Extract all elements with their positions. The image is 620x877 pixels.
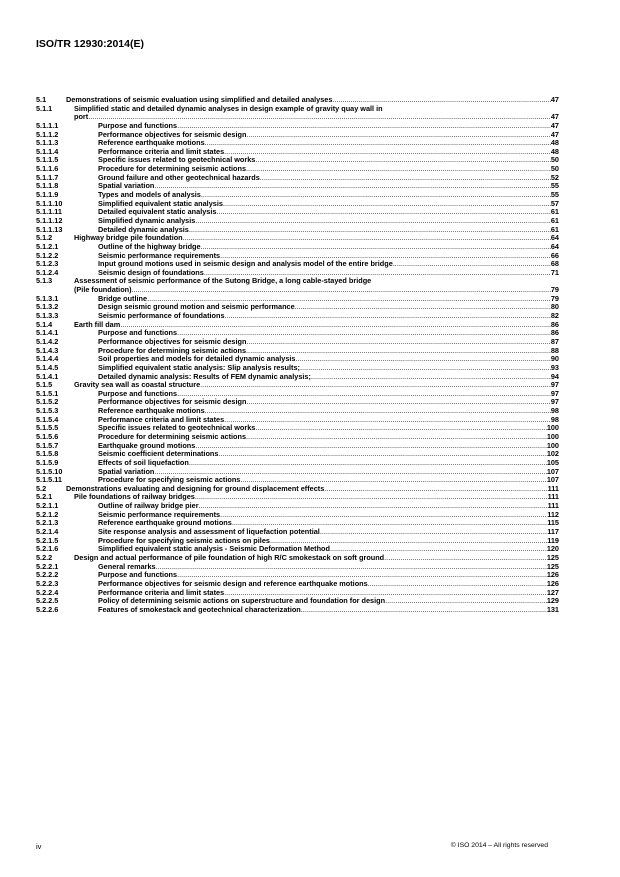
dot-leader — [368, 580, 547, 589]
toc-entry-page: 55 — [550, 181, 559, 191]
document-id: ISO/TR 12930:2014(E) — [36, 38, 144, 50]
toc-entry-number: 5.2.2.5 — [36, 596, 59, 606]
toc-entry[interactable] — [36, 606, 559, 615]
toc-entry-number: 5.2.2 — [36, 552, 53, 562]
toc-entry-page: 129 — [546, 596, 559, 606]
toc-entry-number: 5.2 — [36, 483, 47, 493]
toc-entry-page: 125 — [546, 561, 559, 571]
toc-entry-page: 97 — [550, 388, 559, 398]
toc-entry-number: 5.1.1.6 — [36, 164, 59, 174]
dot-leader — [201, 191, 551, 200]
toc-entry-number: 5.1.1.3 — [36, 138, 59, 148]
toc-entry-title: Simplified static and detailed dynamic analyses in design example of gravity quay wall in — [74, 103, 383, 113]
toc-entry-title: Purpose and functions — [98, 570, 178, 580]
dot-leader — [195, 442, 547, 451]
toc-entry-number: 5.2.1.2 — [36, 509, 59, 519]
toc-entry-page: 100 — [546, 431, 559, 441]
toc-entry-number: 5.1.1.4 — [36, 146, 59, 156]
toc-entry-title: Outline of railway bridge pier — [98, 501, 199, 511]
toc-entry-page: 120 — [546, 544, 559, 554]
toc-entry-number: 5.1.2.2 — [36, 250, 59, 260]
toc-entry-page: 115 — [547, 518, 559, 528]
toc-entry-number: 5.1.2.3 — [36, 259, 59, 269]
toc-entry-page: 111 — [547, 492, 559, 502]
toc-entry-number: 5.1.1.7 — [36, 172, 59, 182]
toc-entry-title: Performance criteria and limit states — [98, 146, 225, 156]
toc-entry-title: Features of smokestack and geotechnical characterization — [98, 604, 301, 614]
toc-entry-number: 5.1.1.13 — [36, 224, 63, 234]
toc-entry-title: Spatial variation — [98, 181, 155, 191]
toc-entry-number: 5.1.2.1 — [36, 241, 59, 251]
toc-entry-title: Specific issues related to geotechnical works — [98, 423, 256, 433]
toc-entry-number: 5.1.1 — [36, 103, 53, 113]
toc-entry-number: 5.1.5.9 — [36, 457, 59, 467]
toc-entry[interactable] — [36, 105, 559, 114]
dot-leader — [205, 139, 551, 148]
toc-entry-title: Procedure for determining seismic actions — [98, 345, 247, 355]
toc-entry-page: 119 — [547, 535, 559, 545]
toc-entry-number: 5.1.1.5 — [36, 155, 59, 165]
dot-leader — [189, 226, 551, 235]
toc-entry-page: 112 — [547, 509, 559, 519]
dot-leader — [300, 364, 551, 373]
toc-entry-page: 127 — [546, 587, 559, 597]
dot-leader — [195, 493, 548, 502]
toc-entry-title: Performance objectives for seismic design — [98, 336, 247, 346]
dot-leader — [246, 398, 550, 407]
toc-entry-page: 90 — [550, 354, 559, 364]
dot-leader — [324, 485, 547, 494]
toc-entry-page: 97 — [550, 380, 559, 390]
toc-entry-page: 88 — [550, 345, 559, 355]
toc-entry-number: 5.1.4 — [36, 319, 53, 329]
toc-entry-title: Performance criteria and limit states — [98, 414, 225, 424]
toc-entry-number: 5.2.1.3 — [36, 518, 59, 528]
toc-entry-title: Design seismic ground motion and seismic performance — [98, 302, 295, 312]
toc-entry-title: Simplified dynamic analysis — [98, 215, 196, 225]
toc-entry-number: 5.1.4.2 — [36, 336, 59, 346]
dot-leader — [189, 459, 547, 468]
toc-entry-title: Ground failure and other geotechnical hazards — [98, 172, 260, 182]
toc-entry-page: 61 — [550, 207, 559, 217]
toc-entry-number: 5.1.1.8 — [36, 181, 59, 191]
toc-entry-page: 97 — [550, 397, 559, 407]
toc-entry-number: 5.2.2.1 — [36, 561, 59, 571]
toc-entry-number: 5.1.4.1 — [36, 328, 59, 338]
toc-entry-page: 98 — [550, 406, 559, 416]
toc-entry-number: 5.1.1.10 — [36, 198, 63, 208]
toc-entry-page: 102 — [546, 449, 559, 459]
toc-entry-page: 111 — [547, 483, 559, 493]
toc-entry-number: 5.1.4.5 — [36, 362, 59, 372]
dot-leader — [255, 424, 546, 433]
dot-leader — [301, 606, 547, 615]
toc-entry-number: 5.1.1.11 — [36, 207, 62, 217]
toc-entry-number: 5.1.4.1 — [36, 371, 59, 381]
toc-entry-number: 5.2.1.5 — [36, 535, 59, 545]
toc-entry-page: 100 — [546, 440, 559, 450]
toc-entry-page: 64 — [550, 233, 559, 243]
toc-entry-number: 5.1.3.2 — [36, 302, 59, 312]
toc-entry-number: 5.1.1.1 — [36, 120, 59, 130]
toc-entry-title: Seismic coefficient determinations — [98, 449, 219, 459]
toc-entry-title: Procedure for specifying seismic actions on piles — [98, 535, 270, 545]
toc-entry-number: 5.1.4.4 — [36, 354, 59, 364]
toc-entry-page: 100 — [546, 423, 559, 433]
toc-entry-number: 5.1.5.11 — [36, 475, 62, 485]
toc-entry-title: Seismic performance requirements — [98, 509, 221, 519]
toc-entry-number: 5.2.1 — [36, 492, 53, 502]
dot-leader — [156, 563, 547, 572]
toc-entry-title: Simplified equivalent static analysis — [98, 198, 223, 208]
toc-entry-title: Input ground motions used in seismic design and analysis model of the entire bridge — [98, 259, 393, 269]
toc-entry-page: 48 — [550, 138, 559, 148]
toc-entry-page: 86 — [550, 328, 559, 338]
toc-entry-page: 47 — [550, 120, 559, 130]
dot-leader — [120, 321, 551, 330]
toc-entry-title: Performance criteria and limit states — [98, 587, 225, 597]
toc-entry-title: General remarks — [98, 561, 156, 571]
toc-entry-number: 5.2.2.2 — [36, 570, 59, 580]
toc-entry-title: Procedure for determining seismic actions — [98, 164, 247, 174]
toc-entry-page: 79 — [550, 293, 559, 303]
toc-entry-title: Outline of the highway bridge — [98, 241, 201, 251]
toc-entry-page: 50 — [550, 155, 559, 165]
toc-entry-page: 105 — [546, 457, 559, 467]
toc-entry-title: Performance objectives for seismic design — [98, 397, 247, 407]
toc-entry-number: 5.1.3 — [36, 276, 53, 286]
toc-entry-page: 125 — [546, 552, 559, 562]
copyright-notice: © ISO 2014 – All rights reserved — [450, 842, 548, 849]
toc-entry-page: 47 — [550, 112, 559, 122]
toc-entry-title: (Pile foundation) — [74, 285, 132, 295]
dot-leader — [201, 243, 551, 252]
dot-leader — [320, 528, 547, 537]
toc-entry-title: Soil properties and models for detailed dynamic analysis — [98, 354, 296, 364]
page-number: iv — [36, 842, 42, 851]
toc-entry-title: Earth fill dam — [74, 319, 121, 329]
dot-leader — [224, 416, 551, 425]
toc-entry-page: 47 — [550, 95, 559, 104]
toc-entry-title: Seismic performance of foundations — [98, 311, 225, 321]
dot-leader — [246, 433, 547, 442]
toc-entry-title: Demonstrations evaluating and designing for ground displacement effects — [66, 483, 325, 493]
toc-entry-title: Simplified equivalent static analysis: Slip analysis results; — [98, 362, 300, 372]
toc-entry-number: 5.2.1.6 — [36, 544, 59, 554]
toc-entry-title: Performance objectives for seismic design — [98, 129, 247, 139]
dot-leader — [195, 217, 551, 226]
toc-entry-number: 5.1.5.5 — [36, 423, 59, 433]
toc-entry-number: 5.1.1.12 — [36, 215, 63, 225]
toc-entry-title: Simplified equivalent static analysis - Seismic Deformation Method — [98, 544, 330, 554]
toc-entry-number: 5.1.2 — [36, 233, 53, 243]
dot-leader — [246, 131, 550, 140]
toc-entry-number: 5.1.5.1 — [36, 388, 59, 398]
dot-leader — [200, 381, 551, 390]
toc-entry-page: 126 — [546, 570, 559, 580]
dot-leader — [132, 286, 551, 295]
toc-entry-number: 5.2.1.1 — [36, 501, 59, 511]
dot-leader — [311, 373, 551, 382]
toc-entry-title: Site response analysis and assessment of liquefaction potential — [98, 527, 320, 537]
dot-leader — [223, 200, 551, 209]
dot-leader — [385, 597, 547, 606]
toc-entry-number: 5.1.3.3 — [36, 311, 59, 321]
toc-entry-page: 71 — [550, 267, 559, 277]
toc-entry-title: Gravity sea wall as coastal structure — [74, 380, 201, 390]
toc-entry-title: port — [74, 112, 89, 122]
toc-entry-number: 5.1.5.10 — [36, 466, 63, 476]
toc-entry-title: Highway bridge pile foundation — [74, 233, 183, 243]
toc-entry-page: 64 — [550, 241, 559, 251]
toc-entry-title: Specific issues related to geotechnical works — [98, 155, 256, 165]
toc-entry-title: Reference earthquake motions — [98, 138, 205, 148]
toc-entry-page: 55 — [550, 190, 559, 200]
toc-entry-page: 126 — [546, 578, 559, 588]
toc-entry-title: Seismic performance requirements — [98, 250, 221, 260]
toc-entry-number: 5.1.5.2 — [36, 397, 59, 407]
toc-entry-title: Assessment of seismic performance of the Sutong Bridge, a long cable-stayed bridge — [74, 276, 372, 286]
toc-entry-number: 5.1.5.7 — [36, 440, 59, 450]
dot-leader — [224, 148, 551, 157]
toc-entry-title: Demonstrations of seismic evaluation using simplified and detailed analyses — [66, 95, 333, 104]
toc-entry-number: 5.1.5.3 — [36, 406, 59, 416]
toc-entry-title: Spatial variation — [98, 466, 155, 476]
toc-entry-page: 47 — [550, 129, 559, 139]
toc-entry-page: 66 — [550, 250, 559, 260]
dot-leader — [154, 182, 551, 191]
dot-leader — [216, 208, 550, 217]
toc-entry-page: 48 — [550, 146, 559, 156]
toc-entry-title: Purpose and functions — [98, 120, 178, 130]
toc-entry-title: Procedure for specifying seismic actions — [98, 475, 241, 485]
dot-leader — [393, 260, 551, 269]
dot-leader — [199, 502, 548, 511]
toc-entry-page: 61 — [550, 224, 559, 234]
dot-leader — [183, 234, 551, 243]
table-of-contents — [36, 96, 559, 614]
toc-entry-page: 98 — [550, 414, 559, 424]
toc-entry-title: Detailed dynamic analysis: Results of FEM dynamic analysis; — [98, 371, 311, 381]
dot-leader — [225, 312, 551, 321]
toc-entry-page: 79 — [550, 285, 559, 295]
toc-entry-title: Procedure for determining seismic actions — [98, 431, 247, 441]
toc-entry-page: 111 — [547, 501, 559, 511]
toc-entry-title: Purpose and functions — [98, 388, 178, 398]
toc-entry-page: 82 — [550, 311, 559, 321]
dot-leader — [246, 165, 551, 174]
toc-entry-page: 61 — [550, 215, 559, 225]
toc-entry-page: 87 — [550, 336, 559, 346]
toc-entry-title: Policy of determining seismic actions on superstructure and foundation for design — [98, 596, 386, 606]
toc-entry-title: Types and models of analysis — [98, 190, 201, 200]
toc-entry-title: Seismic design of foundations — [98, 267, 204, 277]
toc-entry-number: 5.1.4.3 — [36, 345, 59, 355]
toc-entry-page: 131 — [546, 604, 559, 614]
toc-entry-page: 94 — [550, 371, 559, 381]
dot-leader — [295, 303, 551, 312]
toc-entry-page: 57 — [550, 198, 559, 208]
dot-leader — [384, 554, 547, 563]
toc-entry-number: 5.1.5 — [36, 380, 53, 390]
toc-entry-number: 5.1.5.6 — [36, 431, 59, 441]
toc-entry-number: 5.1.5.4 — [36, 414, 59, 424]
toc-entry-number: 5.1 — [36, 95, 47, 104]
toc-entry-title: Detailed dynamic analysis — [98, 224, 189, 234]
toc-entry-title: Performance objectives for seismic design and reference earthquake motions — [98, 578, 368, 588]
toc-entry-number: 5.1.5.8 — [36, 449, 59, 459]
dot-leader — [205, 407, 551, 416]
toc-entry-page: 93 — [550, 362, 559, 372]
dot-leader — [246, 338, 550, 347]
toc-entry-number: 5.2.2.3 — [36, 578, 59, 588]
toc-entry-number: 5.1.3.1 — [36, 293, 59, 303]
toc-entry-page: 68 — [550, 259, 559, 269]
toc-entry-page: 107 — [546, 475, 559, 485]
toc-entry-title: Detailed equivalent static analysis — [98, 207, 217, 217]
toc-entry-page: 86 — [550, 319, 559, 329]
dot-leader — [220, 511, 547, 520]
dot-leader — [255, 156, 551, 165]
toc-entry-title: Purpose and functions — [98, 328, 178, 338]
toc-entry-title: Reference earthquake motions — [98, 406, 205, 416]
toc-entry-title: Earthquake ground motions — [98, 440, 196, 450]
toc-entry-number: 5.2.2.4 — [36, 587, 59, 597]
toc-entry-title: Design and actual performance of pile foundation of high R/C smokestack on soft ground — [74, 552, 385, 562]
toc-entry-page: 52 — [550, 172, 559, 182]
toc-entry-page: 117 — [547, 527, 559, 537]
toc-entry-page: 50 — [550, 164, 559, 174]
toc-entry-page: 107 — [546, 466, 559, 476]
toc-entry-title: Pile foundations of railway bridges — [74, 492, 195, 502]
dot-leader — [260, 174, 551, 183]
toc-entry-title: Effects of soil liquefaction — [98, 457, 189, 467]
dot-leader — [218, 450, 546, 459]
toc-entry-title: Bridge outline — [98, 293, 148, 303]
toc-entry-number: 5.1.1.2 — [36, 129, 59, 139]
toc-entry-number: 5.1.2.4 — [36, 267, 59, 277]
toc-entry-number: 5.2.2.6 — [36, 604, 59, 614]
dot-leader — [295, 355, 550, 364]
toc-entry-page: 80 — [550, 302, 559, 312]
toc-entry-number: 5.1.1.9 — [36, 190, 59, 200]
toc-entry-number: 5.2.1.4 — [36, 527, 59, 537]
toc-entry-title: Reference earthquake ground motions — [98, 518, 232, 528]
